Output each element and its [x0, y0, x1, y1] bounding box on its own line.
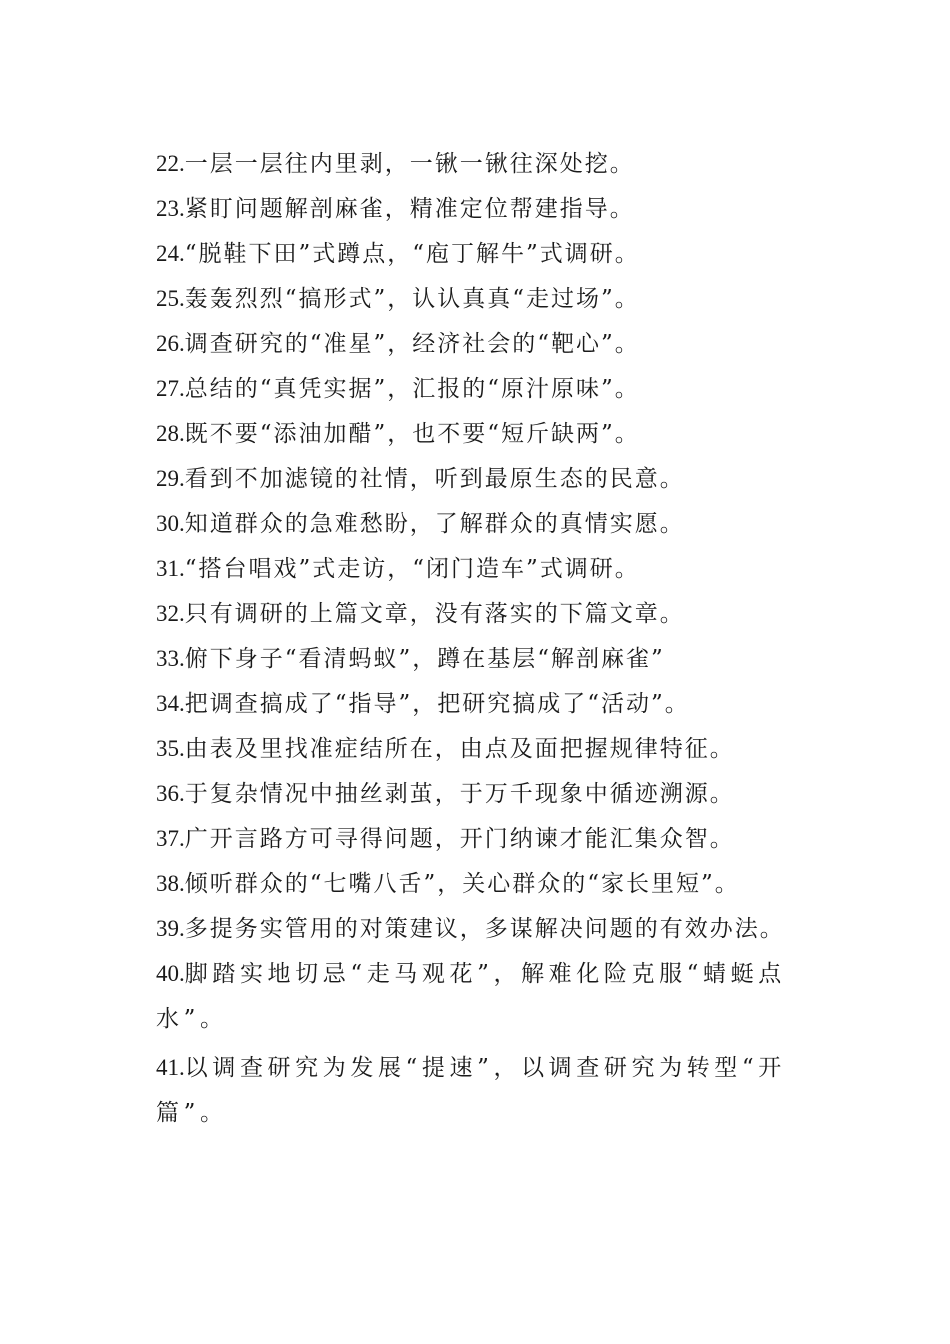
item-number: 34. [156, 691, 185, 716]
list-item [120, 186, 825, 231]
item-text: 轰轰烈烈“搞形式”，认认真真“走过场”。 [184, 286, 640, 312]
list-item [120, 366, 825, 411]
item-number: 27. [156, 376, 185, 401]
list-item [120, 321, 825, 366]
item-number: 39. [156, 916, 185, 941]
list-item [120, 231, 825, 276]
item-text: 俯下身子“看清蚂蚁”，蹲在基层“解剖麻雀” [184, 646, 665, 672]
list-item [120, 681, 825, 726]
item-text: “脱鞋下田”式蹲点，“庖丁解牛”式调研。 [184, 241, 640, 267]
item-number: 37. [156, 826, 185, 851]
item-number: 30. [156, 511, 185, 536]
item-number: 38. [156, 871, 185, 896]
item-number: 25. [156, 286, 185, 311]
item-text: 总结的“真凭实据”，汇报的“原汁原味”。 [184, 376, 640, 402]
item-number: 41. [156, 1055, 185, 1080]
slogan-list [120, 141, 825, 1136]
item-number: 29. [156, 466, 185, 491]
item-text: “搭台唱戏”式走访，“闭门造车”式调研。 [184, 556, 640, 582]
list-item [120, 1045, 825, 1136]
item-number: 28. [156, 421, 185, 446]
list-item [120, 276, 825, 321]
list-item [120, 456, 825, 501]
list-item [120, 546, 825, 591]
item-number: 26. [156, 331, 185, 356]
item-number: 31. [156, 556, 185, 581]
item-text: 以调查研究为发展“提速”，以调查研究为转型“开篇”。 [156, 1055, 786, 1126]
list-item [120, 591, 825, 636]
list-item [120, 906, 825, 951]
item-number: 40. [156, 961, 185, 986]
list-item [120, 771, 825, 816]
item-text: 只有调研的上篇文章，没有落实的下篇文章。 [184, 601, 685, 627]
item-text: 多提务实管用的对策建议，多谋解决问题的有效办法。 [184, 916, 785, 942]
list-item [120, 726, 825, 771]
list-item [120, 951, 825, 1042]
item-text: 于复杂情况中抽丝剥茧，于万千现象中循迹溯源。 [184, 781, 735, 807]
item-text: 倾听群众的“七嘴八舌”，关心群众的“家长里短”。 [184, 871, 740, 897]
list-item [120, 141, 825, 186]
list-item [120, 636, 825, 681]
item-text: 知道群众的急难愁盼，了解群众的真情实愿。 [184, 511, 685, 537]
item-number: 33. [156, 646, 185, 671]
list-item [120, 501, 825, 546]
item-text: 广开言路方可寻得问题，开门纳谏才能汇集众智。 [184, 826, 735, 852]
item-number: 22. [156, 151, 185, 176]
item-number: 32. [156, 601, 185, 626]
item-text: 把调查搞成了“指导”，把研究搞成了“活动”。 [184, 691, 690, 717]
item-number: 36. [156, 781, 185, 806]
list-item [120, 861, 825, 906]
item-text: 由表及里找准症结所在，由点及面把握规律特征。 [184, 736, 735, 762]
item-text: 既不要“添油加醋”，也不要“短斤缺两”。 [184, 421, 640, 447]
list-item [120, 816, 825, 861]
item-text: 调查研究的“准星”，经济社会的“靶心”。 [184, 331, 640, 357]
item-number: 23. [156, 196, 185, 221]
item-text: 看到不加滤镜的社情，听到最原生态的民意。 [184, 466, 685, 492]
item-text: 紧盯问题解剖麻雀，精准定位帮建指导。 [184, 196, 635, 222]
item-number: 24. [156, 241, 185, 266]
item-text: 一层一层往内里剥，一锹一锹往深处挖。 [184, 151, 635, 177]
list-item [120, 411, 825, 456]
item-number: 35. [156, 736, 185, 761]
item-text: 脚踏实地切忌“走马观花”，解难化险克服“蜻蜓点水”。 [156, 961, 786, 1032]
